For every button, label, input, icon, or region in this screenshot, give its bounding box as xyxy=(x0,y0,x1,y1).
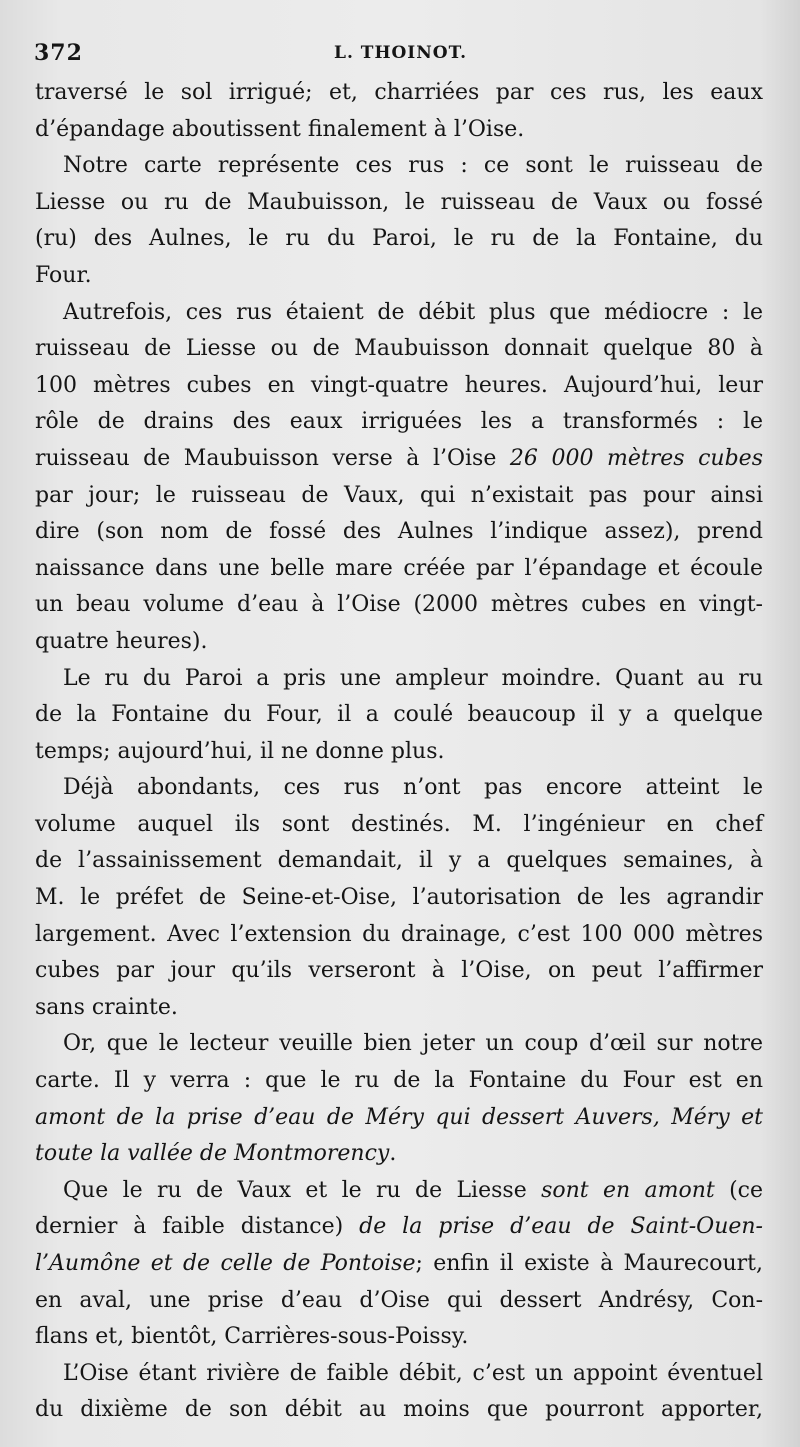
text-line: flans et, bientôt, Carrières-sous-Poissy. xyxy=(35,1324,469,1350)
text-line: volume auquel ils sont destinés. M. l’ingénieur en chef xyxy=(35,811,763,837)
text-run: . xyxy=(389,1141,397,1167)
text-run: ; enfin il existe à Maurecourt, xyxy=(415,1251,763,1276)
text-line: Four. xyxy=(35,262,92,288)
text-line: rôle de drains des eaux irriguées les a transformés : le xyxy=(35,409,763,435)
text-line: quatre heures). xyxy=(35,628,208,654)
text-line xyxy=(35,1173,763,1210)
page-header xyxy=(34,40,769,70)
running-head: L. THOINOT. xyxy=(334,43,467,63)
text-line: temps; aujourd’hui, il ne donne plus. xyxy=(35,738,445,764)
text-line: de la Fontaine du Four, il a coulé beaucoup il y a quelque xyxy=(35,702,763,728)
text-line: en aval, une prise d’eau d’Oise qui dessert Andrésy, Con- xyxy=(35,1287,763,1313)
text-line: Or, que le lecteur veuille bien jeter un coup d’œil sur notre xyxy=(63,1031,763,1057)
text-line: traversé le sol irrigué; et, charriées par ces rus, les eaux xyxy=(35,80,763,105)
text-line: Autrefois, ces rus étaient de débit plus que médiocre : le xyxy=(63,299,763,325)
text-line: un beau volume d’eau à l’Oise (2000 mètres cubes en vingt- xyxy=(35,592,763,618)
text-line: Déjà abondants, ces rus n’ont pas encore atteint le xyxy=(63,775,763,801)
text-line: Liesse ou ru de Maubuisson, le ruisseau de Vaux ou fossé xyxy=(35,189,763,215)
page-number: 372 xyxy=(34,40,83,66)
text-line: 100 mètres cubes en vingt-quatre heures. Aujourd’hui, leur xyxy=(35,372,763,398)
text-line: Notre carte représente ces rus : ce sont le ruisseau de xyxy=(63,153,763,179)
text-line xyxy=(35,441,763,478)
text-line xyxy=(35,1246,763,1283)
text-line: du dixième de son débit au moins que pourront apporter, xyxy=(35,1397,763,1423)
text-line xyxy=(35,1100,763,1137)
italic-text: sont en amont xyxy=(541,1177,715,1203)
text-run: dernier à faible distance) xyxy=(35,1214,360,1240)
text-line: M. le préfet de Seine-et-Oise, l’autorisation de les agrandir xyxy=(35,885,763,911)
text-line: carte. Il y verra : que le ru de la Fontaine du Four est en xyxy=(35,1068,763,1094)
text-line: par jour; le ruisseau de Vaux, qui n’existait pas pour ainsi xyxy=(35,482,763,508)
italic-text: 26 000 mètres cubes xyxy=(509,445,763,471)
text-line: de l’assainissement demandait, il y a quelques semaines, à xyxy=(35,848,763,874)
text-line: naissance dans une belle mare créée par l’épandage et écoule xyxy=(35,555,763,581)
text-line xyxy=(35,1209,763,1246)
text-line: sans crainte. xyxy=(35,994,178,1020)
text-line: d’épandage aboutissent finalement à l’Oise. xyxy=(35,116,525,142)
italic-text: l’Aumône et de celle de Pontoise xyxy=(35,1251,416,1276)
body-text xyxy=(35,75,763,1429)
text-line: largement. Avec l’extension du drainage, c’est 100 000 mètres xyxy=(35,921,763,947)
text-line: Le ru du Paroi a pris une ampleur moindre. Quant au ru xyxy=(63,665,763,691)
text-line: dire (son nom de fossé des Aulnes l’indique assez), prend xyxy=(35,519,763,545)
text-run: ruisseau de Maubuisson verse à l’Oise xyxy=(35,445,510,471)
text-run: (ce xyxy=(714,1177,764,1203)
italic-text: toute la vallée de Montmorency xyxy=(35,1141,390,1167)
text-run: Que le ru de Vaux et le ru de Liesse xyxy=(63,1177,542,1203)
italic-text: amont de la prise d’eau de Méry qui dessert Auvers, Méry et xyxy=(35,1104,763,1130)
text-line: ruisseau de Liesse ou de Maubuisson donnait quelque 80 à xyxy=(35,336,763,362)
text-line: L’Oise étant rivière de faible débit, c’est un appoint éventuel xyxy=(63,1360,763,1386)
italic-text: de la prise d’eau de Saint-Ouen- xyxy=(359,1214,763,1240)
text-line xyxy=(35,1136,763,1173)
text-line: (ru) des Aulnes, le ru du Paroi, le ru de la Fontaine, du xyxy=(35,226,763,252)
text-line: cubes par jour qu’ils verseront à l’Oise, on peut l’affirmer xyxy=(35,958,763,984)
